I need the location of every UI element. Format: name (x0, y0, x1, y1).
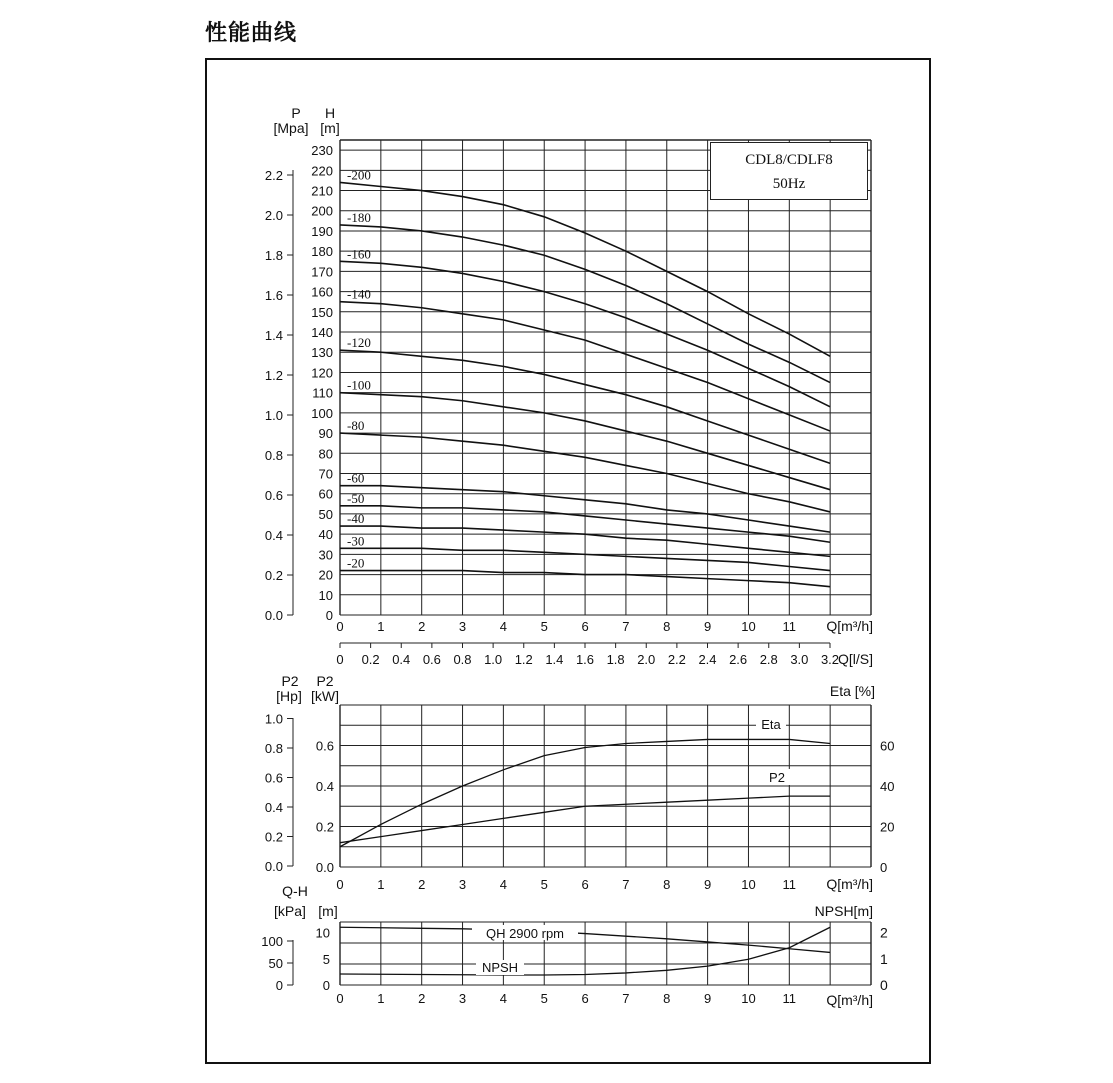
h-axis-tick-label: 180 (311, 244, 333, 260)
h-axis-tick-label: 130 (311, 345, 333, 361)
p-axis-tick-label: 0.0 (264, 608, 283, 623)
p-axis-tick-label: 1.2 (264, 368, 283, 383)
x-axis-tick-label: 1 (377, 877, 385, 892)
p-axis-tick-label: 2.0 (264, 208, 283, 223)
hp-axis-title: P2 (281, 673, 299, 689)
p-axis-tick-label: 0.8 (264, 448, 283, 463)
x-axis-tick-label: 3 (458, 991, 467, 1006)
x-axis-tick-label: 11 (782, 877, 797, 892)
npsh-axis-title: NPSH[m] (814, 903, 873, 919)
h-axis-tick-label: 190 (311, 223, 333, 239)
m-axis-tick-label: 5 (322, 951, 330, 967)
x2-axis-title: Q[l/S] (837, 651, 873, 667)
hq-curve-label: -40 (347, 511, 365, 527)
x-axis-tick-label: 2 (418, 619, 426, 634)
hq-curve-label: -50 (347, 490, 365, 506)
x-axis-tick-label: 10 (741, 619, 756, 634)
h-axis-tick-label: 170 (311, 264, 333, 280)
hp-axis-tick-label: 0.0 (264, 859, 283, 874)
hq-curve-label: -20 (347, 555, 365, 571)
npsh-axis-tick-label: 0 (880, 977, 888, 993)
h-axis-unit: [m] (320, 120, 340, 136)
h-axis-tick-label: 60 (318, 486, 333, 502)
p-axis-tick-label: 0.4 (264, 528, 283, 543)
x-axis-tick-label: 2 (418, 991, 426, 1006)
x2-axis-tick-label: 1.0 (484, 652, 503, 667)
x2-axis-tick-label: 2.4 (698, 652, 717, 667)
p-axis-tick-label: 0.6 (264, 488, 283, 503)
p-axis-tick-label: 1.4 (264, 328, 283, 343)
x-axis-tick-label: 8 (663, 877, 671, 892)
hq-curve-label: -200 (347, 167, 371, 183)
m-axis-unit: [m] (318, 903, 338, 919)
h-axis-tick-label: 10 (318, 587, 333, 603)
h-axis-tick-label: 110 (312, 385, 333, 401)
x-axis-title: Q[m³/h] (826, 876, 873, 892)
hq-curve-label: -30 (347, 533, 365, 549)
kw-axis-unit: [kW] (311, 688, 339, 704)
h-axis-tick-label: 140 (311, 325, 333, 341)
x2-axis-tick-label: 1.6 (575, 652, 595, 667)
npsh-axis-tick-label: 1 (880, 950, 888, 967)
x-axis-tick-label: 0 (336, 877, 344, 892)
model-label-box (710, 142, 868, 200)
x2-axis-tick-label: 2.6 (729, 652, 748, 667)
p-axis-tick-label: 1.0 (264, 408, 283, 423)
eta-axis-tick-label: 40 (880, 779, 895, 794)
kw-axis-tick-label: 0.6 (315, 738, 334, 754)
h-axis-tick-label: 20 (318, 567, 333, 583)
h-axis-tick-label: 220 (311, 163, 333, 179)
x-axis-title: Q[m³/h] (826, 618, 873, 634)
h-axis-title: H (324, 105, 336, 121)
qh-curve-label: QH 2900 rpm (485, 926, 565, 941)
x-axis-tick-label: 4 (499, 619, 508, 634)
npsh-axis-tick-label: 2 (880, 924, 888, 941)
h-axis-tick-label: 0 (325, 608, 333, 623)
kw-axis-tick-label: 0.2 (315, 819, 334, 835)
kpa-axis-tick-label: 50 (268, 956, 283, 971)
p-axis-title: P (291, 105, 301, 121)
x-axis-tick-label: 3 (458, 619, 467, 634)
eta-axis-tick-label: 60 (880, 738, 895, 754)
x-axis-tick-label: 5 (540, 619, 548, 634)
x-axis-tick-label: 9 (703, 991, 712, 1006)
x-axis-tick-label: 11 (782, 619, 797, 634)
m-axis-tick-label: 0 (322, 978, 330, 993)
x2-axis-tick-label: 1.8 (606, 652, 625, 667)
x-axis-tick-label: 9 (703, 619, 712, 634)
x-axis-tick-label: 4 (499, 991, 508, 1006)
kw-axis-tick-label: 0.4 (315, 779, 334, 794)
h-axis-tick-label: 90 (318, 426, 333, 442)
x-axis-tick-label: 7 (622, 991, 630, 1006)
x-axis-tick-label: 4 (499, 877, 508, 892)
x-axis-tick-label: 11 (782, 991, 797, 1006)
x2-axis-tick-label: 0.6 (422, 652, 441, 667)
x-axis-tick-label: 10 (741, 991, 756, 1006)
x2-axis-tick-label: 0 (336, 652, 344, 667)
hp-axis-tick-label: 0.6 (264, 770, 283, 786)
kpa-axis-tick-label: 100 (261, 934, 283, 949)
h-axis-tick-label: 210 (311, 183, 333, 199)
x2-axis-tick-label: 2.8 (759, 652, 778, 667)
h-axis-tick-label: 40 (318, 527, 333, 543)
x-axis-tick-label: 3 (458, 877, 467, 892)
hp-axis-unit: [Hp] (276, 688, 302, 704)
eta-axis-tick-label: 20 (880, 819, 895, 835)
x-axis-tick-label: 8 (663, 619, 671, 634)
h-axis-tick-label: 70 (318, 466, 333, 482)
hq-curve-label: -180 (347, 209, 371, 225)
p-axis-tick-label: 1.6 (264, 288, 283, 303)
x-axis-tick-label: 5 (540, 991, 548, 1006)
h-axis-tick-label: 160 (311, 284, 333, 300)
p-axis-tick-label: 0.2 (264, 568, 283, 583)
h-axis-tick-label: 100 (311, 405, 333, 421)
x2-axis-tick-label: 3.0 (790, 652, 809, 667)
chart-subtitle: 50Hz (772, 176, 806, 192)
x2-axis-tick-label: 1.4 (545, 652, 564, 667)
x-axis-tick-label: 6 (581, 991, 589, 1006)
p-axis-tick-label: 1.8 (264, 248, 283, 263)
h-axis-tick-label: 150 (311, 304, 333, 320)
h-axis-tick-label: 50 (318, 506, 333, 522)
eta-axis-tick-label: 0 (880, 860, 888, 875)
hp-axis-tick-label: 0.4 (264, 800, 283, 815)
kpa-axis-unit: [kPa] (274, 903, 306, 919)
h-axis-tick-label: 200 (311, 203, 333, 219)
eta-axis-title: Eta [%] (829, 683, 875, 699)
h-axis-tick-label: 30 (318, 547, 333, 563)
x-axis-tick-label: 6 (581, 619, 589, 634)
hq-curve-label: -120 (347, 335, 371, 351)
x-axis-tick-label: 2 (418, 877, 426, 892)
hp-axis-tick-label: 0.8 (264, 741, 283, 756)
h-axis-tick-label: 80 (318, 446, 333, 462)
eta-curve-label: Eta (761, 717, 781, 732)
x-axis-tick-label: 7 (622, 877, 630, 892)
x2-axis-tick-label: 2.0 (637, 652, 656, 667)
p-axis-tick-label: 2.2 (264, 168, 283, 183)
chart-title: CDL8/CDLF8 (745, 152, 833, 168)
qh-axis-title: Q-H (282, 883, 308, 899)
x-axis-tick-label: 1 (377, 619, 385, 634)
x-axis-tick-label: 0 (336, 619, 344, 634)
x2-axis-tick-label: 2.2 (667, 652, 686, 667)
x-axis-tick-label: 9 (703, 877, 712, 892)
x-axis-tick-label: 10 (741, 877, 756, 892)
kw-axis-title: P2 (316, 673, 334, 689)
x2-axis-tick-label: 0.8 (453, 652, 472, 667)
x-axis-tick-label: 8 (663, 991, 671, 1006)
x-axis-tick-label: 0 (336, 991, 344, 1006)
kpa-axis-tick-label: 0 (275, 978, 283, 993)
hq-curve-label: -160 (347, 246, 371, 262)
hq-curve-label: -60 (347, 470, 365, 486)
m-axis-tick-label: 10 (315, 925, 330, 941)
h-axis-tick-label: 230 (311, 143, 333, 159)
hq-curve-label: -80 (347, 418, 365, 434)
hq-curve-label: -140 (347, 286, 371, 302)
hq-curve-label: -100 (347, 377, 371, 393)
x2-axis-tick-label: 0.2 (361, 652, 380, 667)
x2-axis-tick-label: 0.4 (392, 652, 411, 667)
hp-axis-tick-label: 0.2 (264, 829, 283, 845)
p2-curve-label: P2 (769, 770, 785, 785)
x-axis-tick-label: 7 (622, 619, 630, 634)
h-axis-tick-label: 120 (311, 365, 333, 381)
x-axis-tick-label: 6 (581, 877, 589, 892)
kw-axis-tick-label: 0.0 (315, 860, 334, 875)
x-axis-tick-label: 5 (540, 877, 548, 892)
p-axis-unit: [Mpa] (273, 120, 309, 136)
page-title: 性能曲线 (205, 21, 298, 46)
x2-axis-tick-label: 3.2 (820, 652, 840, 667)
npsh-curve-label: NPSH (481, 960, 519, 975)
x-axis-tick-label: 1 (377, 991, 385, 1006)
hp-axis-tick-label: 1.0 (264, 711, 283, 727)
x2-axis-tick-label: 1.2 (514, 652, 533, 667)
x-axis-title: Q[m³/h] (826, 992, 873, 1008)
